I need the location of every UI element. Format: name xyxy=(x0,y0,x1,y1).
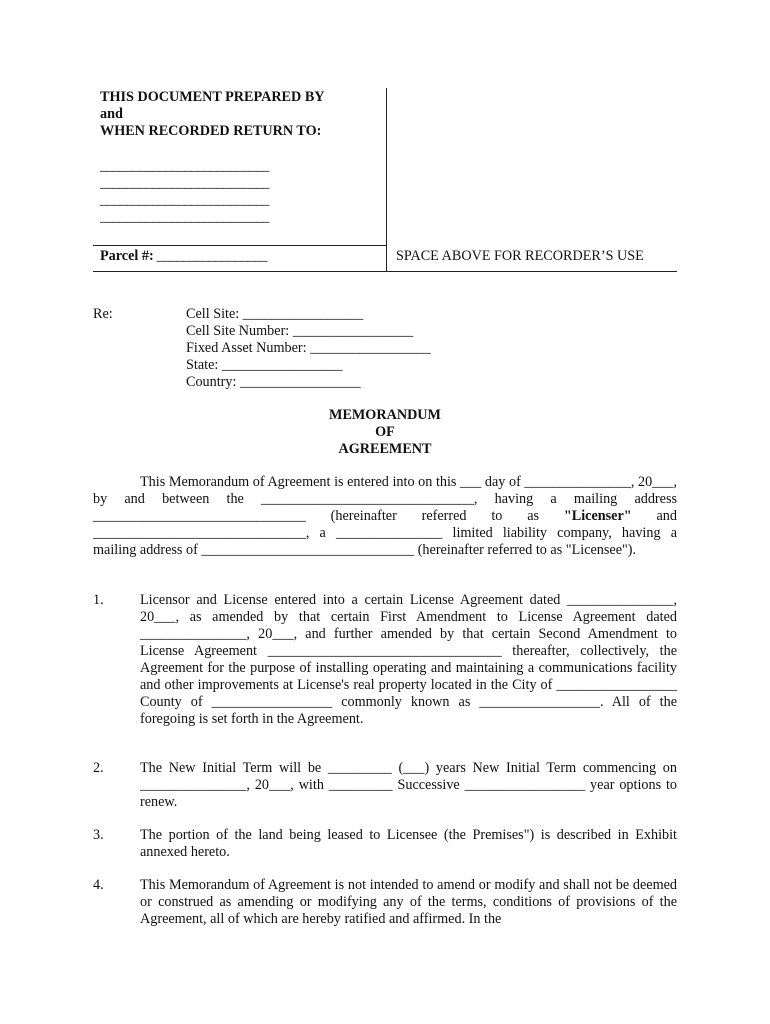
numbered-item-2 xyxy=(93,760,677,811)
intro-text-part1: This Memorandum of Agreement is entered into on this ___ day of _______________, 20___, by and between the ______________________________, having a mailing address ______________________________ (hereinafter referred to as xyxy=(93,474,677,524)
re-item-state: State: _________________ xyxy=(186,357,343,373)
item-number: 3. xyxy=(93,827,104,843)
parcel-blank: _________________ xyxy=(153,248,268,264)
prepared-by-line: THIS DOCUMENT PREPARED BY xyxy=(100,89,325,105)
return-address-blank: __________________________ xyxy=(100,158,269,174)
numbered-item-4 xyxy=(93,877,677,928)
title-line: OF xyxy=(375,424,395,440)
licenser-term: "Licenser" xyxy=(563,508,632,524)
return-to-line: WHEN RECORDED RETURN TO: xyxy=(100,123,322,139)
title-line: MEMORANDUM xyxy=(329,407,441,423)
re-item-cell-site-number: Cell Site Number: _________________ xyxy=(186,323,414,339)
return-address-blanks xyxy=(100,158,269,226)
numbered-item-3 xyxy=(93,827,677,861)
item-text: This Memorandum of Agreement is not intended to amend or modify and shall not be deemed or construed as amending or modifying any of the terms, conditions of provisions of the Agreement, all of which are hereby ratified and affirmed. In the xyxy=(140,877,677,927)
numbered-item-1 xyxy=(93,592,677,728)
re-item-country: Country: _________________ xyxy=(186,374,361,390)
return-address-blank: __________________________ xyxy=(100,192,269,208)
re-label: Re: xyxy=(93,306,113,322)
header-horizontal-divider xyxy=(93,245,386,246)
item-text: The portion of the land being leased to Licensee (the Premises") is described in Exhibit annexed hereto. xyxy=(140,827,677,860)
item-text: Licensor and License entered into a certain License Agreement dated _______________, 20___, as amended by that certain First Amendment to License Agreement dated _______________, 20___, and further amended by that certain Second Amendment to License Agreement _________________________________ thereafter, collectively, the Agreement for the purpose of installing operating and maintaining a communications facility and other improvements at License's real property located in the City of _________________ County of _________________ commonly known as _________________. All of the foregoing is set forth in the Agreement. xyxy=(140,592,677,727)
document-title xyxy=(250,407,520,458)
item-number: 2. xyxy=(93,760,104,776)
item-text: The New Initial Term will be _________ (___) years New Initial Term commencing on _______________, 20___, with _________ Successive _________________ year options to renew. xyxy=(140,760,677,810)
parcel-field xyxy=(100,248,267,265)
re-item-cell-site: Cell Site: _________________ xyxy=(186,306,364,322)
header-bottom-rule xyxy=(93,271,677,272)
header-vertical-divider xyxy=(386,88,387,271)
prepared-by-block xyxy=(100,89,380,140)
return-address-blank: __________________________ xyxy=(100,175,269,191)
item-number: 4. xyxy=(93,877,104,893)
re-item-fixed-asset-number: Fixed Asset Number: _________________ xyxy=(186,340,431,356)
return-address-blank: __________________________ xyxy=(100,209,269,225)
recorder-use-label: SPACE ABOVE FOR RECORDER’S USE xyxy=(396,248,644,264)
title-line: AGREEMENT xyxy=(338,441,432,457)
parcel-label: Parcel #: xyxy=(100,248,154,264)
item-number: 1. xyxy=(93,592,104,608)
prepared-and-line: and xyxy=(100,106,123,122)
re-items xyxy=(186,306,431,391)
intro-text-part2: and ______________________________, a _______________ limited liability company, having a mailing address of ______________________________ (hereinafter referred to as "Licensee"). xyxy=(93,508,677,558)
intro-paragraph xyxy=(93,474,677,559)
